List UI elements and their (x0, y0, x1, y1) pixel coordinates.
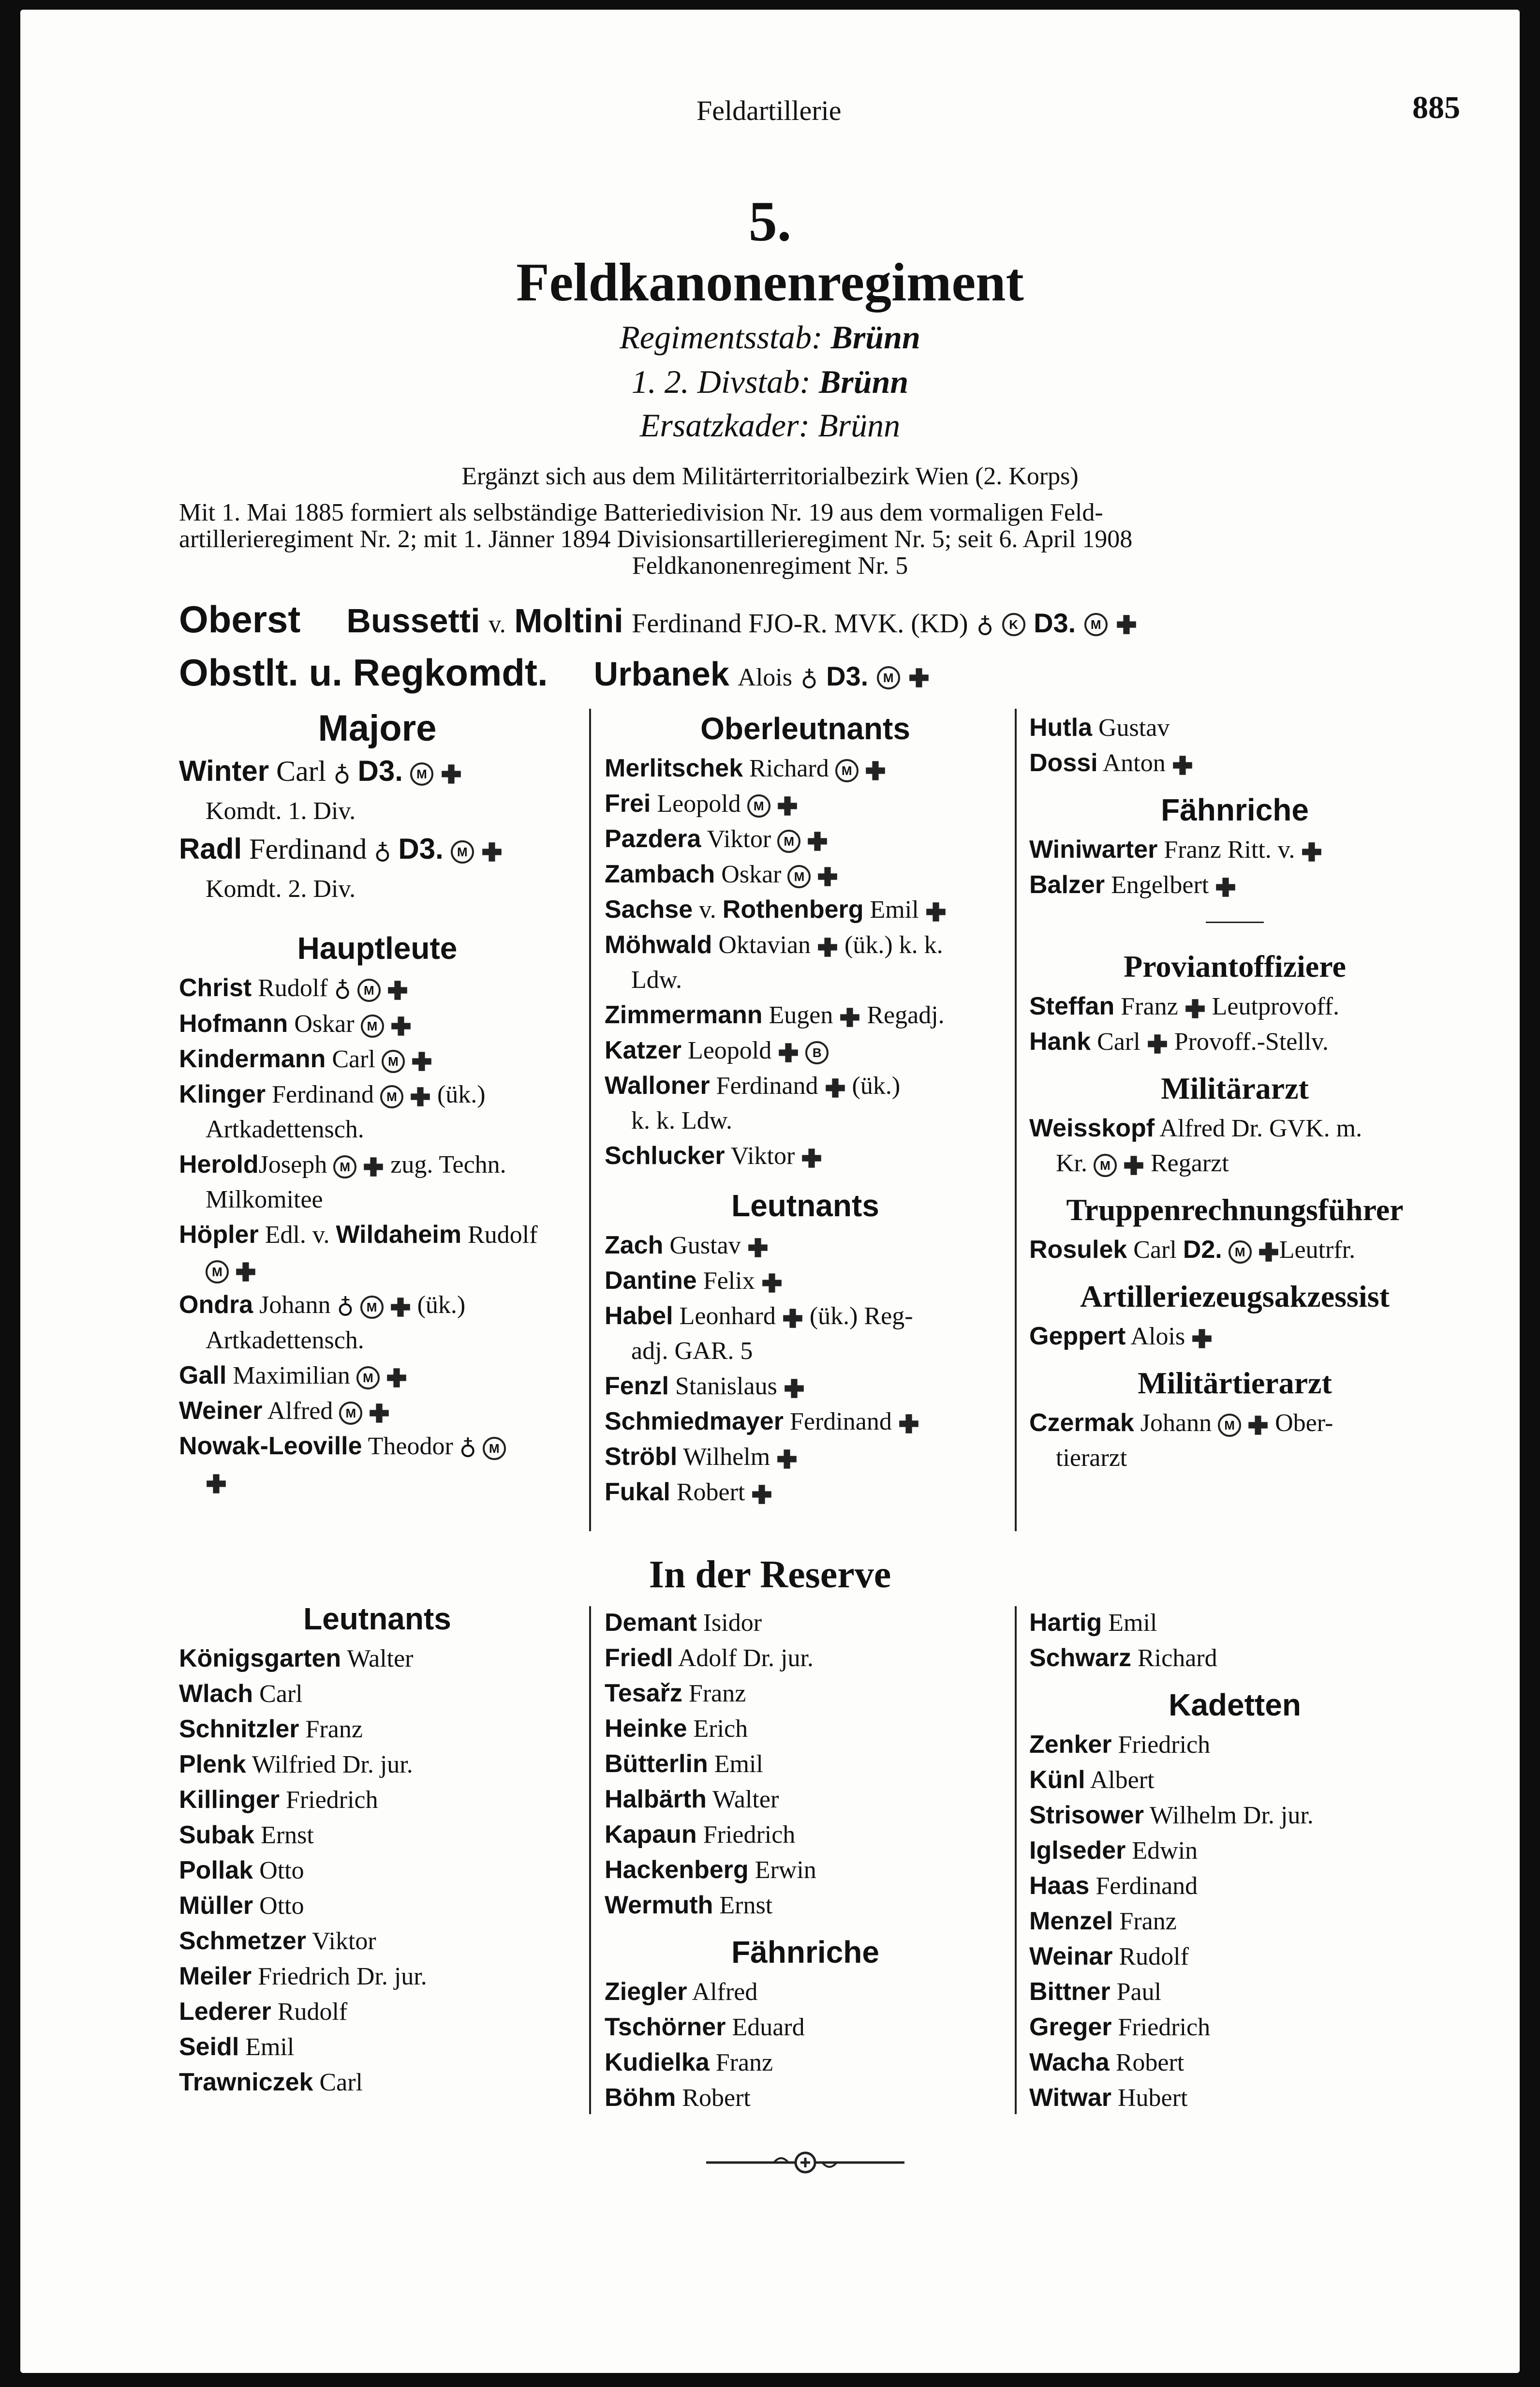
list-item: Kindermann Carl M (179, 1042, 576, 1077)
column-divider (589, 1606, 591, 2114)
list-item: Walloner Ferdinand (ük.) (605, 1072, 901, 1100)
list-item-note (179, 1464, 576, 1499)
reserve-column-3 (1029, 1605, 1440, 2116)
leutnants-heading: Leutnants (731, 1188, 879, 1223)
list-item: Schwarz Richard (1029, 1644, 1217, 1672)
column-divider (589, 709, 591, 1531)
list-item: Wermuth Ernst (605, 1891, 773, 1919)
list-item: Demant Isidor (605, 1609, 762, 1637)
list-item-note: Ldw. (631, 966, 682, 994)
list-item: Czermak Johann M Ober- (1029, 1409, 1333, 1437)
list-item: Weinar Rudolf (1029, 1942, 1189, 1970)
medal-icon: ♁ (976, 612, 994, 638)
hauptleute-heading: Hauptleute (297, 931, 458, 966)
list-item: Radl Ferdinand ♁ D3. M (179, 829, 576, 872)
list-item-note: Milkomitee (206, 1186, 323, 1213)
oberleutnants-heading: Oberleutnants (700, 711, 910, 746)
list-item: Seidl Emil (179, 2033, 295, 2061)
list-item: Pazdera Viktor M (605, 821, 1006, 857)
b-badge-icon: B (805, 1041, 829, 1064)
list-item-note: Artkadettensch. (206, 1327, 364, 1354)
list-item: Ströbl Wilhelm (605, 1439, 1006, 1475)
reserve-column-2 (605, 1605, 1006, 2116)
list-item: Meiler Friedrich Dr. jur. (179, 1962, 427, 1990)
list-item-note: tierarzt (1056, 1444, 1127, 1472)
faehnriche-heading: Fähnriche (1161, 792, 1309, 827)
list-item: Bütterlin Emil (605, 1750, 763, 1778)
list-item: Frei Leopold M (605, 786, 1006, 821)
list-item: Winter Carl ♁ D3. M (179, 751, 576, 794)
proviantoffiziere-heading: Proviantoffiziere (1124, 949, 1346, 984)
divstab-line: 1. 2. Divstab: Brünn (631, 363, 909, 400)
supplement-line: Ergänzt sich aus dem Militärterritorialbezirk Wien (2. Korps) (461, 462, 1079, 490)
list-item: Rosulek Carl D2. M Leutrfr. (1029, 1236, 1356, 1264)
list-item: Müller Otto (179, 1892, 304, 1920)
list-item: Schlucker Viktor (605, 1138, 1006, 1174)
officers-column-1 (179, 706, 576, 1499)
list-item: Schmetzer Viktor (179, 1927, 376, 1955)
list-item: Iglseder Edwin (1029, 1836, 1198, 1865)
kadetten-heading: Kadetten (1169, 1687, 1301, 1722)
list-item: Gall Maximilian M (179, 1358, 576, 1393)
k-badge-icon: K (1002, 613, 1025, 636)
list-item-note: k. k. Ldw. (631, 1107, 732, 1134)
cross-icon (1116, 614, 1137, 635)
list-item: Möhwald Oktavian (ük.) k. k. (605, 931, 943, 959)
artilleriezeugsakzessist-heading: Artilleriezeugsakzessist (1080, 1279, 1390, 1313)
majore-heading: Majore (318, 708, 437, 749)
history-line-1: Mit 1. Mai 1885 formiert als selbständige Batteriedivision Nr. 19 aus dem vormaligen Feld- (179, 499, 1103, 526)
list-item: Merlitschek Richard M (605, 751, 1006, 786)
list-item: Bittner Paul (1029, 1978, 1162, 2006)
regiment-number: 5. (748, 190, 792, 253)
list-item-note: adj. GAR. 5 (631, 1337, 753, 1365)
truppenrechnungsfuehrer-heading: Truppenrechnungsführer (1066, 1193, 1404, 1227)
list-item: Künl Albert (1029, 1766, 1155, 1794)
list-item-note: M (179, 1253, 576, 1287)
list-item: Klinger Ferdinand M (ük.) (179, 1080, 486, 1108)
divider (1029, 903, 1440, 938)
list-item: Zach Gustav (605, 1228, 1006, 1263)
list-item: Wlach Carl (179, 1680, 303, 1708)
list-item: Haas Ferdinand (1029, 1872, 1198, 1900)
militaerarzt-heading: Militärarzt (1161, 1071, 1309, 1105)
history-line-3: Feldkanonenregiment Nr. 5 (632, 552, 908, 580)
obstlt-line: Obstlt. u. Regkomdt. Urbanek Alois ♁ D3. M (179, 651, 930, 695)
list-item: Zambach Oskar M (605, 857, 1006, 892)
list-item: Kudielka Franz (605, 2048, 773, 2076)
list-item: Christ Rudolf ♁ M (179, 970, 576, 1006)
column-divider (1015, 709, 1017, 1531)
list-item: Winiwarter Franz Ritt. v. (1029, 832, 1440, 867)
list-item: Strisower Wilhelm Dr. jur. (1029, 1801, 1314, 1829)
list-item: Pollak Otto (179, 1856, 304, 1884)
list-item: Königsgarten Walter (179, 1644, 414, 1672)
ersatz-line: Ersatzkader: Brünn (639, 407, 901, 444)
list-item: Hackenberg Erwin (605, 1856, 816, 1884)
ornament-icon (701, 2148, 909, 2177)
list-item: Wacha Robert (1029, 2048, 1185, 2076)
list-item: Weiner Alfred M (179, 1393, 576, 1429)
list-item: Witwar Hubert (1029, 2084, 1188, 2112)
list-item-note: Kr. M Regarzt (1056, 1149, 1229, 1177)
list-item: Balzer Engelbert (1029, 867, 1440, 903)
list-item-note: Artkadettensch. (206, 1116, 364, 1143)
list-item: Schmiedmayer Ferdinand (605, 1404, 1006, 1439)
list-item: Böhm Robert (605, 2084, 751, 2112)
reserve-faehnriche-heading: Fähnriche (731, 1935, 879, 1969)
list-item: Trawniczek Carl (179, 2068, 363, 2096)
list-item: HeroldJoseph M zug. Techn. (179, 1150, 506, 1179)
officers-column-2 (605, 706, 1006, 1510)
stab-line: Regimentsstab: Brünn (620, 319, 920, 356)
reserve-column-1 (179, 1596, 576, 2100)
list-item: Schnitzler Franz (179, 1715, 363, 1743)
list-item: Lederer Rudolf (179, 1998, 348, 2026)
list-item: Friedl Adolf Dr. jur. (605, 1644, 814, 1672)
list-item: Greger Friedrich (1029, 2013, 1211, 2041)
reserve-leutnants-heading: Leutnants (303, 1601, 451, 1636)
list-item: Menzel Franz (1029, 1907, 1177, 1935)
list-item: Steffan Franz Leutprovoff. (1029, 992, 1339, 1020)
list-item: Tschörner Eduard (605, 2013, 805, 2041)
list-item: Hank Carl Provoff.-Stellv. (1029, 1028, 1329, 1056)
list-item: Habel Leonhard (ük.) Reg- (605, 1302, 913, 1330)
regiment-name: Feldkanonenregiment (516, 253, 1024, 313)
list-item: Dossi Anton (1029, 746, 1440, 781)
m-badge-icon: M (1084, 613, 1108, 636)
officers-column-3 (1029, 710, 1440, 1476)
list-item: Killinger Friedrich (179, 1786, 378, 1814)
list-item: Sachse v. Rothenberg Emil (605, 892, 1006, 927)
list-item: Plenk Wilfried Dr. jur. (179, 1750, 413, 1778)
list-item: Dantine Felix (605, 1263, 1006, 1298)
list-item: Nowak-Leoville Theodor ♁ M (179, 1429, 576, 1464)
list-item: Halbärth Walter (605, 1785, 779, 1813)
medal-icon: ♁ (800, 665, 818, 691)
list-item: Fenzl Stanislaus (605, 1369, 1006, 1404)
list-item: Geppert Alois (1029, 1319, 1440, 1354)
history-line-2: artillerieregiment Nr. 2; mit 1. Jänner 1894 Divisionsartillerieregiment Nr. 5; seit 6. April 1908 (179, 525, 1133, 553)
list-item: Hofmann Oskar M (179, 1006, 576, 1042)
cross-icon (908, 667, 930, 688)
list-item: Heinke Erich (605, 1715, 748, 1743)
oberst-line: Oberst Bussetti v. Moltini Ferdinand FJO-R. MVK. (KD) ♁ K D3. M (179, 597, 1137, 642)
list-item: Ondra Johann ♁ M (ük.) (179, 1291, 466, 1319)
list-item: Hartig Emil (1029, 1609, 1157, 1637)
list-item-note: Komdt. 2. Div. (206, 875, 356, 903)
list-item: Höpler Edl. v. Wildaheim Rudolf (179, 1221, 538, 1249)
page-number: 885 (1412, 90, 1460, 125)
running-title: Feldartillerie (696, 95, 842, 126)
list-item: Kapaun Friedrich (605, 1820, 796, 1849)
list-item: Weisskopf Alfred Dr. GVK. m. (1029, 1114, 1362, 1142)
reserve-heading: In der Reserve (649, 1553, 891, 1596)
list-item-note: Komdt. 1. Div. (206, 797, 356, 825)
list-item: Tesařz Franz (605, 1679, 746, 1707)
militaertierarzt-heading: Militärtierarzt (1138, 1366, 1332, 1400)
list-item: Zimmermann Eugen Regadj. (605, 1001, 945, 1029)
list-item: Subak Ernst (179, 1821, 314, 1849)
list-item: Hutla Gustav (1029, 714, 1170, 742)
column-divider (1015, 1606, 1017, 2114)
list-item: Ziegler Alfred (605, 1978, 758, 2006)
list-item: Fukal Robert (605, 1475, 1006, 1510)
m-badge-icon: M (877, 666, 900, 689)
list-item: Zenker Friedrich (1029, 1731, 1211, 1759)
list-item: Katzer Leopold B (605, 1033, 1006, 1068)
